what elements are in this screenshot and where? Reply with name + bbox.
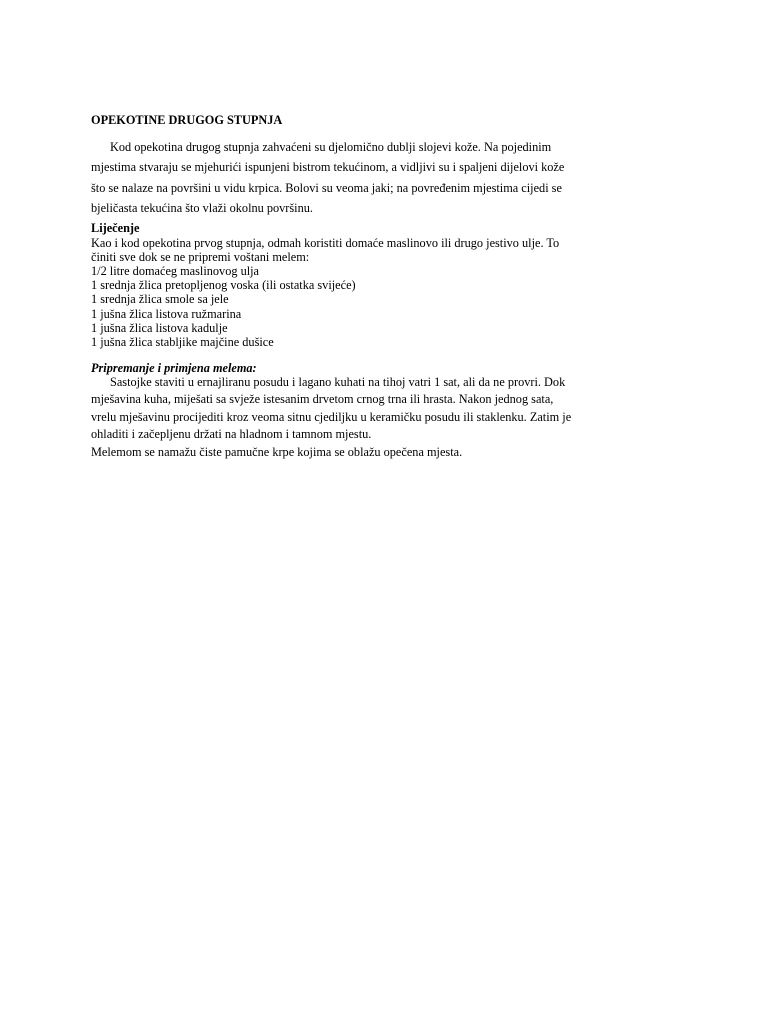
- intro-line: što se nalaze na površini u vidu krpica. Bolovi su veoma jaki; na povređenim mjestima cijedi se: [91, 180, 562, 195]
- preparation-line: ohladiti i začepljenu držati na hladnom i tamnom mjestu.: [91, 427, 372, 442]
- ingredient-item: 1 srednja žlica pretopljenog voska (ili ostatka svijeće): [91, 278, 356, 293]
- preparation-line: Melemom se namažu čiste pamučne krpe kojima se oblažu opečena mjesta.: [91, 444, 463, 459]
- ingredient-item: 1 srednja žlica smole sa jele: [91, 292, 229, 307]
- ingredient-item: 1 jušna žlica listova kadulje: [91, 320, 228, 335]
- treatment-line: Kao i kod opekotina prvog stupnja, odmah koristiti domaće maslinovo ili drugo jestivo ulje. To: [91, 236, 560, 250]
- treatment-line: činiti sve dok se ne pripremi voštani melem:: [91, 250, 310, 265]
- ingredients-list: [91, 264, 356, 349]
- preparation-line: vrelu mješavinu procijediti kroz veoma sitnu cjediljku u keramičku posudu ili staklenku. Zatim je: [91, 409, 572, 424]
- treatment-paragraph: [91, 236, 559, 264]
- ingredient-item: 1/2 litre domaćeg maslinovog ulja: [91, 264, 260, 278]
- preparation-heading: Pripremanje i primjena melema:: [91, 361, 257, 375]
- document-title: OPEKOTINE DRUGOG STUPNJA: [91, 113, 283, 127]
- ingredient-item: 1 jušna žlica stabljike majčine dušice: [91, 335, 274, 350]
- treatment-heading: Liječenje: [91, 221, 140, 235]
- preparation-line: Sastojke staviti u ernajliranu posudu i lagano kuhati na tihoj vatri 1 sat, ali da ne provri. Dok: [110, 375, 566, 389]
- intro-line: Kod opekotina drugog stupnja zahvaćeni su djelomično dublji slojevi kože. Na pojedinim: [110, 140, 552, 154]
- intro-line: mjestima stvaraju se mjehurići ispunjeni bistrom tekućinom, a vidljivi su i spaljeni dijelovi kože: [91, 160, 565, 175]
- intro-line: bjeličasta tekućina što vlaži okolnu površinu.: [91, 200, 313, 215]
- preparation-paragraph: [91, 374, 571, 461]
- preparation-line: mješavina kuha, miješati sa svježe istesanim drvetom crnog trna ili hrasta. Nakon jednog sata,: [91, 392, 554, 407]
- ingredient-item: 1 jušna žlica listova ružmarina: [91, 306, 242, 321]
- intro-paragraph: [91, 137, 611, 218]
